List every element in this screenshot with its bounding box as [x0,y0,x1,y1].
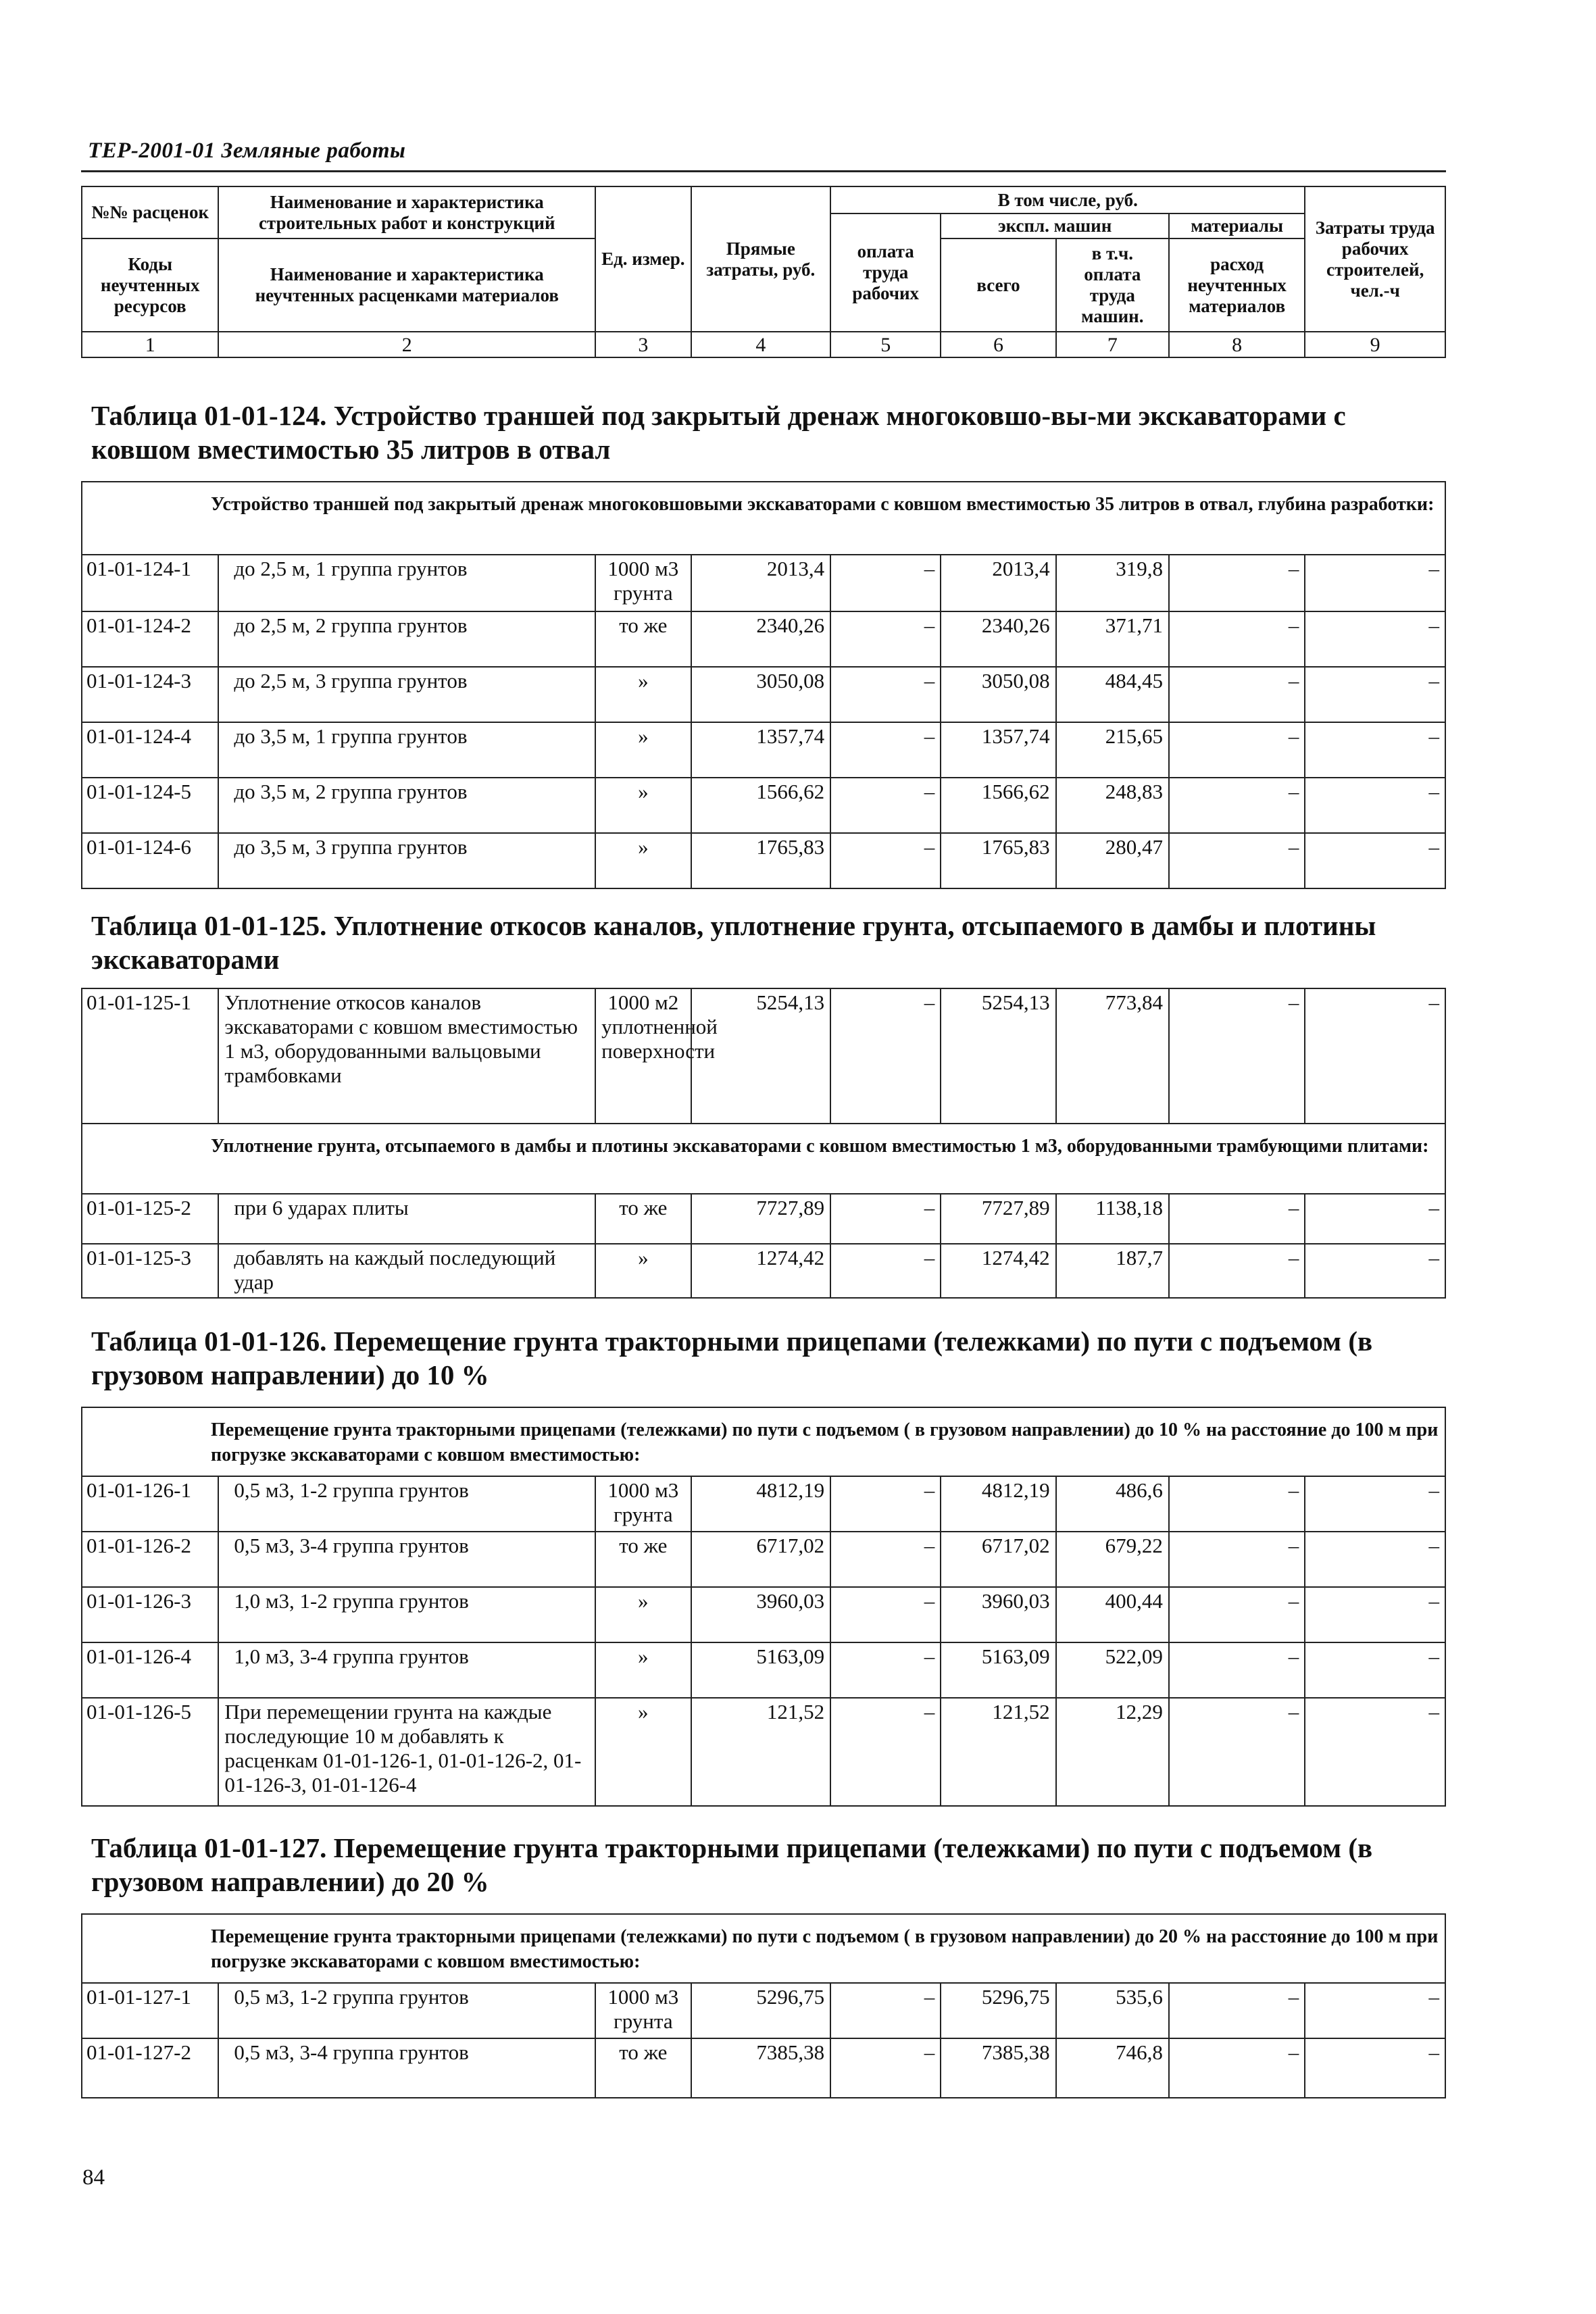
work-name: добавлять на каждый последующий удар [218,1244,595,1298]
table-caption [91,909,1443,976]
running-head: ТЕР-2001-01 Земляные работы [88,139,406,163]
unit: 1000 м3 грунта [595,1476,691,1532]
rate-code: 01-01-127-2 [82,2038,218,2098]
rates-table-124 [81,481,1446,889]
material-use: – [1169,722,1305,778]
work-name: до 2,5 м, 2 группа грунтов [218,611,595,667]
machine-total: 5254,13 [941,988,1055,1124]
material-use: – [1169,1194,1305,1244]
direct-cost: 1357,74 [691,722,831,778]
header-num: 1 [82,332,218,357]
machine-total: 1357,74 [941,722,1055,778]
header-num: 5 [830,332,941,357]
table-caption [91,1831,1443,1898]
machine-operator-pay: 280,47 [1056,833,1169,888]
direct-cost: 1566,62 [691,778,831,833]
machine-total: 4812,19 [941,1476,1055,1532]
direct-cost: 3960,03 [691,1587,831,1642]
table-caption [91,1324,1443,1392]
direct-cost: 1765,83 [691,833,831,888]
rate-code: 01-01-125-3 [82,1244,218,1298]
table-caption-label: Таблица 01-01-124. [91,400,327,431]
rate-code: 01-01-126-5 [82,1698,218,1806]
header-col5: оплата труда рабочих [830,213,941,332]
machine-operator-pay: 486,6 [1056,1476,1169,1532]
labor-hours: – [1305,722,1445,778]
worker-pay: – [830,1244,941,1298]
header-col7: в т.ч. оплата труда машин. [1056,238,1169,332]
header-num: 4 [691,332,831,357]
machine-total: 2013,4 [941,555,1055,611]
unit: » [595,667,691,722]
table-caption-label: Таблица 01-01-125. [91,910,327,941]
header-col3: Ед. измер. [595,186,691,332]
header-col6: всего [941,238,1055,332]
work-name: до 3,5 м, 3 группа грунтов [218,833,595,888]
direct-cost: 2013,4 [691,555,831,611]
work-name: до 2,5 м, 1 группа грунтов [218,555,595,611]
labor-hours: – [1305,611,1445,667]
machine-operator-pay: 319,8 [1056,555,1169,611]
unit: » [595,833,691,888]
column-header-table [81,186,1446,358]
header-col9: Затраты труда рабочих строителей, чел.-ч [1305,186,1445,332]
work-name: Уплотнение откосов каналов экскаваторами с ковшом вместимостью 1 м3, оборудованными вальцовыми трамбовками [218,988,595,1124]
table-caption-title: Перемещение грунта тракторными прицепами (тележками) по пути с подъемом (в грузовом направлении) до 20 % [91,1832,1373,1897]
header-num: 3 [595,332,691,357]
machine-total: 5163,09 [941,1642,1055,1698]
material-use: – [1169,2038,1305,2098]
page-number: 84 [82,2165,105,2190]
machine-operator-pay: 679,22 [1056,1532,1169,1587]
work-name: При перемещении грунта на каждые последующие 10 м добавлять к расценкам 01-01-126-1, 01-01-126-2, 01-01-126-3, 01-01-126-4 [218,1698,595,1806]
header-col2-bottom: Наименование и характеристика неучтенных расценками материалов [218,238,595,332]
labor-hours: – [1305,1532,1445,1587]
rate-code: 01-01-125-1 [82,988,218,1124]
material-use: – [1169,988,1305,1124]
machine-operator-pay: 1138,18 [1056,1194,1169,1244]
header-col8: расход неучтенных материалов [1169,238,1305,332]
machine-operator-pay: 215,65 [1056,722,1169,778]
labor-hours: – [1305,1587,1445,1642]
worker-pay: – [830,1532,941,1587]
rate-code: 01-01-124-1 [82,555,218,611]
header-num: 2 [218,332,595,357]
direct-cost: 6717,02 [691,1532,831,1587]
labor-hours: – [1305,2038,1445,2098]
rate-code: 01-01-127-1 [82,1983,218,2038]
worker-pay: – [830,1698,941,1806]
rate-code: 01-01-126-2 [82,1532,218,1587]
header-col1-top: №№ расценок [82,186,218,238]
material-use: – [1169,667,1305,722]
table-caption-title: Перемещение грунта тракторными прицепами (тележками) по пути с подъемом (в грузовом направлении) до 10 % [91,1326,1373,1390]
work-name: 1,0 м3, 3-4 группа грунтов [218,1642,595,1698]
unit: 1000 м3 грунта [595,555,691,611]
rates-table-126 [81,1407,1446,1807]
section-heading: Перемещение грунта тракторными прицепами (тележками) по пути с подъемом ( в грузовом направлении) до 10 % на расстояние до 100 м при погрузке экскаваторами с ковшом вместимостью: [82,1407,1445,1476]
unit: » [595,1587,691,1642]
rate-code: 01-01-124-2 [82,611,218,667]
header-mach: экспл. машин [941,213,1169,238]
header-num: 9 [1305,332,1445,357]
table-caption [91,399,1443,466]
material-use: – [1169,1532,1305,1587]
worker-pay: – [830,833,941,888]
table-caption-title: Уплотнение откосов каналов, уплотнение грунта, отсыпаемого в дамбы и плотины экскаваторами [91,910,1376,975]
machine-operator-pay: 187,7 [1056,1244,1169,1298]
unit: 1000 м2 уплотненной поверхности [595,988,691,1124]
machine-total: 1765,83 [941,833,1055,888]
machine-operator-pay: 400,44 [1056,1587,1169,1642]
rates-table-125 [81,988,1446,1299]
machine-total: 5296,75 [941,1983,1055,2038]
header-num: 7 [1056,332,1169,357]
material-use: – [1169,1244,1305,1298]
work-name: при 6 ударах плиты [218,1194,595,1244]
machine-operator-pay: 12,29 [1056,1698,1169,1806]
header-col4: Прямые затраты, руб. [691,186,831,332]
work-name: 1,0 м3, 1-2 группа грунтов [218,1587,595,1642]
table-caption-label: Таблица 01-01-126. [91,1326,327,1357]
material-use: – [1169,555,1305,611]
unit: » [595,722,691,778]
material-use: – [1169,1587,1305,1642]
section-heading: Перемещение грунта тракторными прицепами (тележками) по пути с подъемом ( в грузовом направлении) до 20 % на расстояние до 100 м при погрузке экскаваторами с ковшом вместимостью: [82,1914,1445,1983]
section-heading: Устройство траншей под закрытый дренаж многоковшовыми экскаваторами с ковшом вместимостью 35 литров в отвал, глубина разработки: [82,482,1445,555]
machine-operator-pay: 484,45 [1056,667,1169,722]
direct-cost: 5296,75 [691,1983,831,2038]
table-caption-label: Таблица 01-01-127. [91,1832,327,1863]
machine-total: 2340,26 [941,611,1055,667]
work-name: до 3,5 м, 2 группа грунтов [218,778,595,833]
header-col1-bottom: Коды неучтенных ресурсов [82,238,218,332]
work-name: 0,5 м3, 3-4 группа грунтов [218,2038,595,2098]
unit: то же [595,1532,691,1587]
machine-total: 3050,08 [941,667,1055,722]
header-col2-top: Наименование и характеристика строительных работ и конструкций [218,186,595,238]
labor-hours: – [1305,778,1445,833]
direct-cost: 7385,38 [691,2038,831,2098]
direct-cost: 4812,19 [691,1476,831,1532]
worker-pay: – [830,1642,941,1698]
running-head-rule [81,170,1446,172]
work-name: 0,5 м3, 1-2 группа грунтов [218,1476,595,1532]
rate-code: 01-01-124-6 [82,833,218,888]
labor-hours: – [1305,1244,1445,1298]
worker-pay: – [830,988,941,1124]
header-num: 8 [1169,332,1305,357]
header-incl: В том числе, руб. [830,186,1305,213]
machine-operator-pay: 371,71 [1056,611,1169,667]
unit: » [595,1244,691,1298]
rates-table-127 [81,1913,1446,2098]
worker-pay: – [830,1587,941,1642]
labor-hours: – [1305,1698,1445,1806]
worker-pay: – [830,611,941,667]
machine-total: 1274,42 [941,1244,1055,1298]
rate-code: 01-01-124-3 [82,667,218,722]
labor-hours: – [1305,555,1445,611]
labor-hours: – [1305,1476,1445,1532]
direct-cost: 2340,26 [691,611,831,667]
machine-total: 6717,02 [941,1532,1055,1587]
direct-cost: 3050,08 [691,667,831,722]
unit: то же [595,2038,691,2098]
material-use: – [1169,611,1305,667]
direct-cost: 1274,42 [691,1244,831,1298]
table-caption-title: Устройство траншей под закрытый дренаж многоковшо-вы-ми экскаваторами с ковшом вместимостью 35 литров в отвал [91,400,1346,465]
work-name: 0,5 м3, 3-4 группа грунтов [218,1532,595,1587]
work-name: 0,5 м3, 1-2 группа грунтов [218,1983,595,2038]
worker-pay: – [830,722,941,778]
direct-cost: 5254,13 [691,988,831,1124]
worker-pay: – [830,555,941,611]
material-use: – [1169,1698,1305,1806]
rate-code: 01-01-124-4 [82,722,218,778]
unit: » [595,1698,691,1806]
direct-cost: 121,52 [691,1698,831,1806]
section-heading: Уплотнение грунта, отсыпаемого в дамбы и плотины экскаваторами с ковшом вместимостью 1 м3, оборудованными трамбующими плитами: [82,1124,1445,1194]
labor-hours: – [1305,667,1445,722]
worker-pay: – [830,667,941,722]
machine-total: 121,52 [941,1698,1055,1806]
labor-hours: – [1305,1983,1445,2038]
direct-cost: 7727,89 [691,1194,831,1244]
rate-code: 01-01-125-2 [82,1194,218,1244]
unit: 1000 м3 грунта [595,1983,691,2038]
labor-hours: – [1305,1642,1445,1698]
material-use: – [1169,1642,1305,1698]
labor-hours: – [1305,833,1445,888]
machine-operator-pay: 773,84 [1056,988,1169,1124]
work-name: до 2,5 м, 3 группа грунтов [218,667,595,722]
labor-hours: – [1305,988,1445,1124]
worker-pay: – [830,2038,941,2098]
labor-hours: – [1305,1194,1445,1244]
machine-total: 1566,62 [941,778,1055,833]
material-use: – [1169,1476,1305,1532]
rate-code: 01-01-124-5 [82,778,218,833]
worker-pay: – [830,778,941,833]
machine-operator-pay: 522,09 [1056,1642,1169,1698]
header-num: 6 [941,332,1055,357]
unit: то же [595,1194,691,1244]
machine-operator-pay: 535,6 [1056,1983,1169,2038]
rate-code: 01-01-126-1 [82,1476,218,1532]
work-name: до 3,5 м, 1 группа грунтов [218,722,595,778]
machine-operator-pay: 248,83 [1056,778,1169,833]
machine-total: 7727,89 [941,1194,1055,1244]
unit: то же [595,611,691,667]
machine-total: 7385,38 [941,2038,1055,2098]
machine-operator-pay: 746,8 [1056,2038,1169,2098]
unit: » [595,778,691,833]
material-use: – [1169,778,1305,833]
unit: » [595,1642,691,1698]
rate-code: 01-01-126-3 [82,1587,218,1642]
worker-pay: – [830,1194,941,1244]
header-mat: материалы [1169,213,1305,238]
machine-total: 3960,03 [941,1587,1055,1642]
material-use: – [1169,833,1305,888]
rate-code: 01-01-126-4 [82,1642,218,1698]
material-use: – [1169,1983,1305,2038]
worker-pay: – [830,1476,941,1532]
direct-cost: 5163,09 [691,1642,831,1698]
worker-pay: – [830,1983,941,2038]
